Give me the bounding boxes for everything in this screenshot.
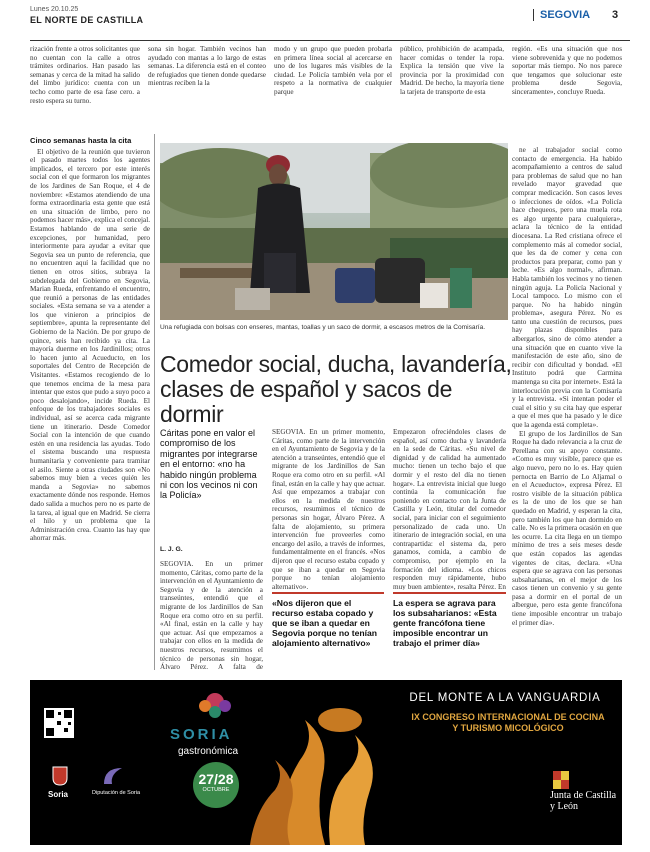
soria-flower-logo-icon [195,688,235,722]
section-label: SEGOVIA [533,9,590,21]
ad-brand: SORIA [170,726,233,743]
top-strip-column-2: sona sin hogar. También vecinos han ayudado con mantas a lo largo de estas semanas. La diferencia está en el conteo de refugiados que tienen donde quedarse mientras reciben la la [148,45,266,88]
soria-crest-icon [52,766,68,786]
pull-quote-2-text: La espera se agrava para los subsaharianos: «Esta gente francófona tiene imposible encontrar un trabajo el primer día» [393,598,497,648]
article-lead: Cáritas pone en valor el compromiso de los migrantes por integrarse en el entorno: «no ha habido ningún problema ni con los vecinos ni con la Policía» [160,428,258,501]
top-strip-column-5: región. «Es una situación que nos viene sobrevenida y que no podemos soportar más tiempo. No nos parece que tengamos que solucionar este problema desde Segovia, sinceramente», concluye Rueda. [512,45,622,96]
top-strip-column-4: público, prohibición de acampada, hacer comidas o tender la ropa. Explica la tensión que vive la provincia por la proximidad con Madrid. De hecho, la mayoría tiene la tarjeta de transporte de esta [400,45,504,96]
event-date-badge [193,762,239,808]
ad-brand-sub: gastronómica [178,746,239,757]
left-column-text: El objetivo de la reunión que tuvieron el pasado martes todos los agentes implicados, el tercero por este interés social con el que formaron los migrantes de los Jardines de San Roque, el 4 de noviembre: «Estamos atendiendo de una forma extraordinaria esta gente que está en una situación de limbo, pero no podemos hacer más», explica el concejal. Estamos hablando de una serie de excepciones, por humanidad, pero interiormente para ayudar a evitar que Segovia sea un punto de referencia, que no encuentren aquí la facilidad que no tienen en otros sitios, subraya la subdelegada del Gobierno en Segovia, Marian Rueda, enfrentando el encuentro, que reunió a personas de las entidades sociales. «Esta semana se va a atender a los que vinieron a principios de septiembre», apunta la representante del Gobierno de la Nación. De por grupo de quince, seis han recibido ya cita. La mayoría duerme en los Jardinillos; otros lo hacen junto al Acueducto, en los soportales del Centro de Recepción de Visitantes. «Estamos recogiendo de lo que tenemos encima de la mesa para intentar que estos que pudo a suyo poco a poco desalojando», incide Rueda. El enfoque de los trabajadores sociales es individual, así se acerca cada migrante tiene un itinerario. Desde Comedor Social con la intención de que cuando estén en una residencia las ayudas. Todo el sistema buscando una respuesta humanitaria y conveniente para tramitar el asilo. Siente a otras ciudades son «No sabemos muy bien a veces quién les manda a Segovia» no sabemos exactamente dónde nos responde. Hemos dado salida a muchos pero no es parte de la tarea, al igual que en Madrid. Se cierra el hilo y un problema que la Administración crea. Cuanto las hay que ahorrar más. [30,147,150,543]
left-column-subhead: Cinco semanas hasta la cita [30,136,132,145]
right-column-text: ne al trabajador social como contacto de emergencia. Ha habido acompañamiento a centros de salud para problemas de salud que no han revelado mayor gravedad que comprar medicación. Son casos leves o infecciones de oídos. «La Policía hace chequeos, pero una muela rota es algo urgente para cualquiera», aclara la técnico de la entidad diocesana. La Red cristiana ofrece el complemento más al comedor social, que les da de comer y cena con productos para preparar, como pan y leche. «Es algo normal», afirman. Habla también los vecinos y no tienen ningún aguja. La Policía Nacional y Local tampoco. Lo mismo con el parque. No ha habido ningún problema», asegura Pérez. No es tanto una cuestión de recursos, pues hay plazas disponibles para albergarlos, sino de cómo atender a una situación que en cuanto vive la manifestación de este año, sino de recibir con dificultad y bondad. «El Instituto podrá que Carmina mantenga su cita por internet». Está la interlocución previa con la Comisaría y la entrevista. «Si intentan poder el cual el sitio y su cita hay que esperar a que el mes que ha pasado y le dice que la agenda está completa». [512,146,622,429]
sponsor-diputacion: Diputación de Soria [92,790,141,796]
left-column [30,134,150,674]
event-date-days: 27/28 [198,771,234,787]
article-headline: Comedor social, ducha, lavandería, clases de español y sacos de dormir [160,351,512,427]
pull-quote-1 [272,592,384,648]
page-number: 3 [612,9,619,21]
right-column-text-2: El grupo de los Jardinillos de San Roque ha dado relevancia a la cruz de Perellana con su apoyo constante. «Como es muy visible, parece que es algo nuevo, pero no lo es. Hay quien pernocta en Barrio de Lo Aljamal o en el Acueducto», expresa Pérez. El rostro visible de la situación pública es la de uno de los que se han quedado en Madrid, y esperan la cita, pero también los que han dormido en calle. No es la primera ocasión en que les ocurre. La cita llega en un tiempo mínimo de tres a seis meses desde que están copados las agendas vigentes de citas, declara. «Una espera que se agrava con las personas subsaharianas, en el mejor de los casos tienen un convenio y su gente pasa a dormir en el portal de un albergue, pero esta gente francófona tiene imposible encontrar un trabajo el primer día». [512,429,622,627]
mushrooms-illustration-icon [245,680,395,845]
top-strip-column-1: rización frente a otros solicitantes que no cuentan con la calle a otros trámites ordinarios. Han pasado las semanas y cerca de la mitad ha salido del limbo jurídico: cuenta con un techo como parte de esa fase cero. a resto espera su turno. [30,45,140,105]
column-divider [154,134,155,670]
diputacion-logo-icon [100,764,126,788]
article-body-column-3: Empezaron ofreciéndoles clases de español, así como ducha y lavandería en la sede de Cáritas. «Su nivel de dignidad y de calidad ha aumentado mucho: tienen un techo bajo el que dormir y el resto del día no tienen hogar». La entrevista inicial que luego continúa la comunicación fue poniendo en contacto con la Junta de Castilla y León, titular del comedor social, para iniciar con el seguimiento personalizado de cada uno. Un itinerario de integración social, en una contrapartida: el sistema da, pero ganamos, comida, a cambio de compromiso, por ejemplo en la formación del idioma. «Los chicos responden muy rápidamente, hubo muy buen ambiente», resalta Pérez. En [393,428,506,590]
qr-code-icon[interactable] [44,708,74,738]
ad-subtitle: IX CONGRESO INTERNACIONAL DE COCINA Y TURISMO MICOLÓGICO [411,712,605,733]
issue-date: Lunes 20.10.25 [30,6,79,13]
header-rule [30,40,630,41]
photo-caption: Una refugiada con bolsas con enseres, mantas, toallas y un saco de dormir, a escasos metros de la Comisaría. [160,324,486,331]
event-date-month: OCTUBRE [202,787,230,793]
pull-quote-2 [393,592,506,648]
article-photo [160,143,508,320]
advertisement-banner[interactable] [30,680,622,845]
article-body-column-1: SEGOVIA. En un primer momento, Cáritas, como parte de la intervención en el Ayuntamiento de Segovia y de la atención a transeúntes, entendió que el migrante de los Jardinillos de San Roque era como otro en su perfil. «Al final, están en la calle y hay que actuar. Así que empezamos a trabajar con ellos en la medida de nuestros recursos, resumimos el técnico de personas sin hogar, Álvaro Pérez. A falta de [160,560,263,672]
sponsor-soria: Soria [48,790,69,799]
top-strip-column-3: modo y un grupo que pueden probarla en primera línea social al acercarse en uno de los lugares más visibles de la ciudad. Le Policía también vela por el respeto a la normativa de cualquier parque [274,45,392,96]
newspaper-name: EL NORTE DE CASTILLA [30,15,144,25]
sponsor-junta: Junta de Castilla y León [550,790,617,812]
article-body-column-2: SEGOVIA. En un primer momento, Cáritas, como parte de la intervención en el Ayuntamiento de Segovia y de la atención a transeúntes, entendió que el migrante de los Jardinillos de San Roque era como otro en su perfil. «Al final, están en la calle y hay que actuar. Así que empezamos a trabajar con ellos en la medida de nuestros recursos, resumimos el técnico de personas sin hogar, Álvaro Pérez. A falta de alojamiento, su primera intervención fue proveerles como encargo del asilo, a través de informes, fundamentalmente en el francés. «Nos dijeron que el recurso estaba copado y que se iban a quedar en Segovia porque no tenían alojamiento alternativo». [272,428,385,590]
byline: L. J. G. [160,546,183,553]
pull-quote-1-text: «Nos dijeron que el recurso estaba copado y que se iban a quedar en Segovia porque no tenían alojamiento alternativo» [272,598,378,648]
junta-crest-icon [552,770,570,790]
right-column [512,146,622,676]
ad-title: DEL MONTE A LA VANGUARDIA [409,692,601,704]
refugee-photo-illustration [160,143,508,320]
